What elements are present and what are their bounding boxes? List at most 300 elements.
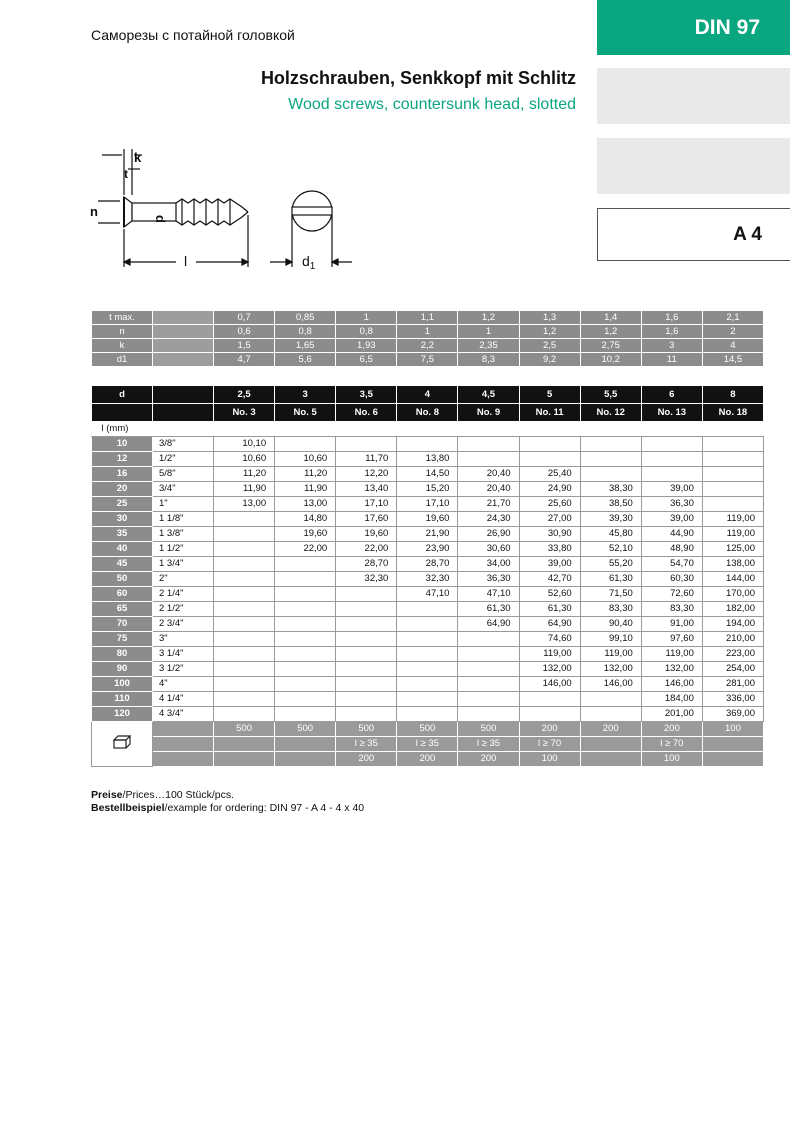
price-cell: [641, 437, 702, 452]
price-cell: 336,00: [702, 692, 763, 707]
packaging-cell: [275, 737, 336, 752]
price-cell: 60,30: [641, 572, 702, 587]
dimension-row: [92, 311, 764, 325]
dimension-value: 2: [702, 325, 763, 339]
dimension-value: 1: [336, 311, 397, 325]
table-row: [92, 467, 764, 482]
dimension-label: n: [92, 325, 153, 339]
price-cell: 83,30: [580, 602, 641, 617]
price-cell: [275, 437, 336, 452]
gray-panel-2: [597, 138, 790, 194]
price-cell: [397, 692, 458, 707]
table-row: [92, 452, 764, 467]
price-cell: 45,80: [580, 527, 641, 542]
dimension-value: 1,2: [519, 325, 580, 339]
dimension-value: 1: [458, 325, 519, 339]
label-n: n: [90, 204, 98, 219]
price-cell: 83,30: [641, 602, 702, 617]
price-cell: [275, 572, 336, 587]
price-cell: [702, 452, 763, 467]
screw-number: No. 12: [580, 404, 641, 422]
price-cell: [458, 452, 519, 467]
length-mm: 60: [92, 587, 153, 602]
dimension-label: d1: [92, 353, 153, 367]
screw-number: No. 13: [641, 404, 702, 422]
length-inch: 1/2": [153, 452, 214, 467]
header-spacer: [153, 386, 214, 404]
price-cell: 23,90: [397, 542, 458, 557]
length-inch: 4 3/4": [153, 707, 214, 722]
packaging-row: [92, 752, 764, 767]
d-value: 5,5: [580, 386, 641, 404]
price-cell: 61,30: [580, 572, 641, 587]
price-cell: [580, 437, 641, 452]
price-cell: [580, 467, 641, 482]
gray-panel-1: [597, 68, 790, 124]
length-mm: 25: [92, 497, 153, 512]
price-cell: 170,00: [702, 587, 763, 602]
table-row: [92, 542, 764, 557]
price-cell: 254,00: [702, 662, 763, 677]
dimension-value: 3: [641, 339, 702, 353]
dimension-value: 1,4: [580, 311, 641, 325]
price-cell: 36,30: [458, 572, 519, 587]
dimension-value: 2,1: [702, 311, 763, 325]
price-cell: 30,90: [519, 527, 580, 542]
price-cell: 32,30: [336, 572, 397, 587]
length-mm: 12: [92, 452, 153, 467]
price-cell: [458, 707, 519, 722]
price-cell: 25,60: [519, 497, 580, 512]
screw-number: No. 3: [214, 404, 275, 422]
price-cell: 21,70: [458, 497, 519, 512]
price-cell: [519, 692, 580, 707]
price-cell: [275, 707, 336, 722]
length-inch: 3": [153, 632, 214, 647]
price-cell: [214, 677, 275, 692]
price-cell: 39,00: [641, 482, 702, 497]
screw-number: No. 6: [336, 404, 397, 422]
d-value: 3,5: [336, 386, 397, 404]
length-mm: 30: [92, 512, 153, 527]
length-inch: 1 1/8": [153, 512, 214, 527]
length-mm: 70: [92, 617, 153, 632]
price-cell: [519, 452, 580, 467]
screw-number: No. 18: [702, 404, 763, 422]
packaging-cell: 200: [519, 722, 580, 737]
price-cell: 52,60: [519, 587, 580, 602]
price-cell: [519, 707, 580, 722]
packaging-cell: 200: [397, 752, 458, 767]
price-cell: [214, 512, 275, 527]
price-cell: [397, 437, 458, 452]
price-cell: [702, 467, 763, 482]
price-cell: [275, 557, 336, 572]
price-cell: 36,30: [641, 497, 702, 512]
length-mm: 90: [92, 662, 153, 677]
price-cell: 146,00: [641, 677, 702, 692]
price-cell: 119,00: [519, 647, 580, 662]
price-cell: 64,90: [519, 617, 580, 632]
price-cell: [580, 452, 641, 467]
price-cell: [397, 662, 458, 677]
price-cell: 210,00: [702, 632, 763, 647]
d-header-row: [92, 386, 764, 404]
price-cell: 182,00: [702, 602, 763, 617]
price-cell: 99,10: [580, 632, 641, 647]
packaging-cell: l ≥ 70: [641, 737, 702, 752]
dimension-value: 10,2: [580, 353, 641, 367]
table-row: [92, 617, 764, 632]
length-inch: 2": [153, 572, 214, 587]
price-cell: 64,90: [458, 617, 519, 632]
d-value: 3: [275, 386, 336, 404]
price-cell: [275, 617, 336, 632]
packaging-cell: [214, 737, 275, 752]
length-mm: 20: [92, 482, 153, 497]
length-inch: 1 3/8": [153, 527, 214, 542]
price-cell: 146,00: [580, 677, 641, 692]
price-cell: 52,10: [580, 542, 641, 557]
length-inch: 1 3/4": [153, 557, 214, 572]
price-cell: 19,60: [336, 527, 397, 542]
screw-technical-drawing: [90, 145, 360, 275]
dimension-label: t max.: [92, 311, 153, 325]
length-inch: 4": [153, 677, 214, 692]
dimension-value: 11: [641, 353, 702, 367]
dimension-spacer: [153, 325, 214, 339]
screw-number: No. 9: [458, 404, 519, 422]
dimension-value: 0,6: [214, 325, 275, 339]
price-cell: 39,00: [641, 512, 702, 527]
packaging-cell: 200: [580, 722, 641, 737]
price-cell: 97,60: [641, 632, 702, 647]
price-cell: [336, 632, 397, 647]
price-cell: [397, 647, 458, 662]
price-table: [91, 385, 764, 767]
footer: [91, 789, 364, 815]
price-cell: [336, 692, 397, 707]
price-cell: 13,80: [397, 452, 458, 467]
title-english: Wood screws, countersunk head, slotted: [288, 96, 576, 113]
price-cell: 22,00: [336, 542, 397, 557]
packaging-spacer: [153, 752, 214, 767]
length-mm: 35: [92, 527, 153, 542]
price-cell: 61,30: [458, 602, 519, 617]
length-inch: 2 3/4": [153, 617, 214, 632]
d-value: 6: [641, 386, 702, 404]
table-row: [92, 587, 764, 602]
table-row: [92, 602, 764, 617]
dimension-value: 4: [702, 339, 763, 353]
dimension-value: 0,8: [275, 325, 336, 339]
dimension-table: [91, 310, 764, 367]
label-d: d: [153, 215, 168, 223]
price-cell: 21,90: [397, 527, 458, 542]
packaging-cell: [702, 737, 763, 752]
screw-number: No. 8: [397, 404, 458, 422]
length-mm: 120: [92, 707, 153, 722]
price-table-body: [92, 386, 764, 767]
price-cell: 38,30: [580, 482, 641, 497]
price-cell: 38,50: [580, 497, 641, 512]
packaging-cell: l ≥ 70: [519, 737, 580, 752]
price-cell: 10,10: [214, 437, 275, 452]
price-cell: 281,00: [702, 677, 763, 692]
length-inch: 3 1/2": [153, 662, 214, 677]
price-cell: [397, 617, 458, 632]
price-cell: [458, 647, 519, 662]
screw-number: No. 5: [275, 404, 336, 422]
price-cell: 15,20: [397, 482, 458, 497]
table-row: [92, 482, 764, 497]
price-cell: 184,00: [641, 692, 702, 707]
length-inch: 3 1/4": [153, 647, 214, 662]
price-cell: 17,10: [336, 497, 397, 512]
price-cell: [458, 677, 519, 692]
price-cell: 27,00: [519, 512, 580, 527]
dimension-value: 2,5: [519, 339, 580, 353]
price-cell: 13,40: [336, 482, 397, 497]
dimension-value: 0,7: [214, 311, 275, 325]
packaging-cell: 200: [641, 722, 702, 737]
price-cell: 13,00: [275, 497, 336, 512]
price-cell: [214, 527, 275, 542]
price-cell: [397, 707, 458, 722]
price-cell: 132,00: [519, 662, 580, 677]
price-cell: [519, 437, 580, 452]
length-inch: 1 1/2": [153, 542, 214, 557]
price-cell: 39,00: [519, 557, 580, 572]
price-cell: 19,60: [275, 527, 336, 542]
price-cell: 54,70: [641, 557, 702, 572]
price-cell: 17,10: [397, 497, 458, 512]
table-row: [92, 572, 764, 587]
length-inch: 1": [153, 497, 214, 512]
price-cell: [214, 617, 275, 632]
dimension-row: [92, 353, 764, 367]
table-row: [92, 527, 764, 542]
price-cell: 30,60: [458, 542, 519, 557]
packaging-cell: [214, 752, 275, 767]
price-cell: [214, 662, 275, 677]
table-row: [92, 677, 764, 692]
price-cell: [275, 692, 336, 707]
label-t: t: [124, 167, 128, 181]
packaging-cell: 200: [458, 752, 519, 767]
price-cell: [275, 647, 336, 662]
price-cell: 71,50: [580, 587, 641, 602]
dimension-value: 1,2: [458, 311, 519, 325]
length-mm: 45: [92, 557, 153, 572]
length-inch: 2 1/4": [153, 587, 214, 602]
header-spacer: [92, 404, 153, 422]
dimension-spacer: [153, 311, 214, 325]
price-cell: 48,90: [641, 542, 702, 557]
dimension-value: 1,6: [641, 311, 702, 325]
length-mm: 65: [92, 602, 153, 617]
price-cell: 72,60: [641, 587, 702, 602]
table-row: [92, 632, 764, 647]
dimension-value: 1,3: [519, 311, 580, 325]
price-cell: 201,00: [641, 707, 702, 722]
price-cell: 17,60: [336, 512, 397, 527]
price-cell: 119,00: [580, 647, 641, 662]
packaging-cell: 100: [519, 752, 580, 767]
table-row: [92, 557, 764, 572]
packaging-cell: 500: [214, 722, 275, 737]
price-cell: [458, 632, 519, 647]
price-cell: [397, 632, 458, 647]
packaging-cell: [580, 752, 641, 767]
price-cell: 132,00: [580, 662, 641, 677]
price-cell: 14,80: [275, 512, 336, 527]
length-mm: 75: [92, 632, 153, 647]
packaging-cell: 100: [641, 752, 702, 767]
length-mm: 100: [92, 677, 153, 692]
dimension-row: [92, 339, 764, 353]
packaging-row: [92, 737, 764, 752]
price-cell: 61,30: [519, 602, 580, 617]
price-cell: 28,70: [336, 557, 397, 572]
price-cell: 47,10: [458, 587, 519, 602]
dimension-value: 2,35: [458, 339, 519, 353]
label-d1: $d_1$: [302, 253, 316, 272]
length-mm: 10: [92, 437, 153, 452]
dimension-spacer: [153, 353, 214, 367]
screw-number: No. 11: [519, 404, 580, 422]
price-cell: 11,90: [214, 482, 275, 497]
length-mm: 80: [92, 647, 153, 662]
dimension-value: 1,2: [580, 325, 641, 339]
price-cell: [214, 647, 275, 662]
price-cell: [580, 692, 641, 707]
dimension-value: 1,1: [397, 311, 458, 325]
header-spacer: [153, 404, 214, 422]
dimension-value: 8,3: [458, 353, 519, 367]
length-mm: 50: [92, 572, 153, 587]
price-cell: 10,60: [214, 452, 275, 467]
dimension-value: 14,5: [702, 353, 763, 367]
price-cell: 144,00: [702, 572, 763, 587]
price-cell: [214, 707, 275, 722]
price-cell: 24,30: [458, 512, 519, 527]
table-row: [92, 692, 764, 707]
price-cell: [458, 692, 519, 707]
price-cell: 11,20: [275, 467, 336, 482]
price-cell: 223,00: [702, 647, 763, 662]
order-example: Bestellbeispiel/example for ordering: DIN 97 - A 4 - 4 x 40: [91, 802, 365, 814]
price-cell: [275, 587, 336, 602]
dimension-label: k: [92, 339, 153, 353]
price-cell: 55,20: [580, 557, 641, 572]
packaging-spacer: [153, 737, 214, 752]
length-inch: 3/8": [153, 437, 214, 452]
length-mm: 110: [92, 692, 153, 707]
dimension-row: [92, 325, 764, 339]
price-cell: [336, 437, 397, 452]
price-cell: 39,30: [580, 512, 641, 527]
price-cell: [214, 572, 275, 587]
price-cell: [336, 587, 397, 602]
din-badge: DIN 97: [597, 0, 790, 55]
price-cell: [214, 692, 275, 707]
price-cell: 20,40: [458, 482, 519, 497]
table-row: [92, 647, 764, 662]
price-cell: 119,00: [702, 512, 763, 527]
price-cell: 19,60: [397, 512, 458, 527]
dimension-value: 1,93: [336, 339, 397, 353]
price-cell: [336, 707, 397, 722]
length-inch: 5/8": [153, 467, 214, 482]
price-cell: [641, 467, 702, 482]
price-cell: [397, 602, 458, 617]
d-value: 8: [702, 386, 763, 404]
package-box-icon: [92, 722, 153, 767]
prices-note: Preise/Prices…100 Stück/pcs.: [91, 789, 234, 801]
dimension-value: 1: [397, 325, 458, 339]
price-cell: 26,90: [458, 527, 519, 542]
dimension-table-body: [92, 311, 764, 367]
russian-title: Саморезы с потайной головкой: [91, 27, 295, 43]
price-cell: [702, 497, 763, 512]
price-cell: 22,00: [275, 542, 336, 557]
price-cell: 125,00: [702, 542, 763, 557]
price-cell: [458, 437, 519, 452]
packaging-cell: 500: [275, 722, 336, 737]
price-cell: 119,00: [702, 527, 763, 542]
price-cell: 119,00: [641, 647, 702, 662]
price-cell: [275, 602, 336, 617]
l-mm-label: l (mm): [92, 422, 764, 437]
price-cell: 11,20: [214, 467, 275, 482]
l-label-row: [92, 422, 764, 437]
dimension-value: 7,5: [397, 353, 458, 367]
dimension-value: 0,85: [275, 311, 336, 325]
dimension-value: 1,6: [641, 325, 702, 339]
dimension-value: 5,6: [275, 353, 336, 367]
price-cell: [580, 707, 641, 722]
table-row: [92, 437, 764, 452]
length-mm: 16: [92, 467, 153, 482]
price-cell: [641, 452, 702, 467]
table-row: [92, 707, 764, 722]
label-l: l: [184, 253, 188, 269]
d-value: 4,5: [458, 386, 519, 404]
price-cell: 32,30: [397, 572, 458, 587]
price-cell: 47,10: [397, 587, 458, 602]
table-row: [92, 662, 764, 677]
price-cell: [702, 437, 763, 452]
packaging-cell: l ≥ 35: [458, 737, 519, 752]
table-row: [92, 497, 764, 512]
packaging-cell: 500: [397, 722, 458, 737]
packaging-spacer: [153, 722, 214, 737]
length-mm: 40: [92, 542, 153, 557]
packaging-cell: 100: [702, 722, 763, 737]
d-value: 5: [519, 386, 580, 404]
price-cell: [275, 632, 336, 647]
dimension-value: 9,2: [519, 353, 580, 367]
d-label: d: [92, 386, 153, 404]
packaging-row: [92, 722, 764, 737]
price-cell: 10,60: [275, 452, 336, 467]
price-cell: [336, 617, 397, 632]
price-cell: 12,20: [336, 467, 397, 482]
length-inch: 3/4": [153, 482, 214, 497]
dimension-value: 0,8: [336, 325, 397, 339]
dimension-value: 6,5: [336, 353, 397, 367]
